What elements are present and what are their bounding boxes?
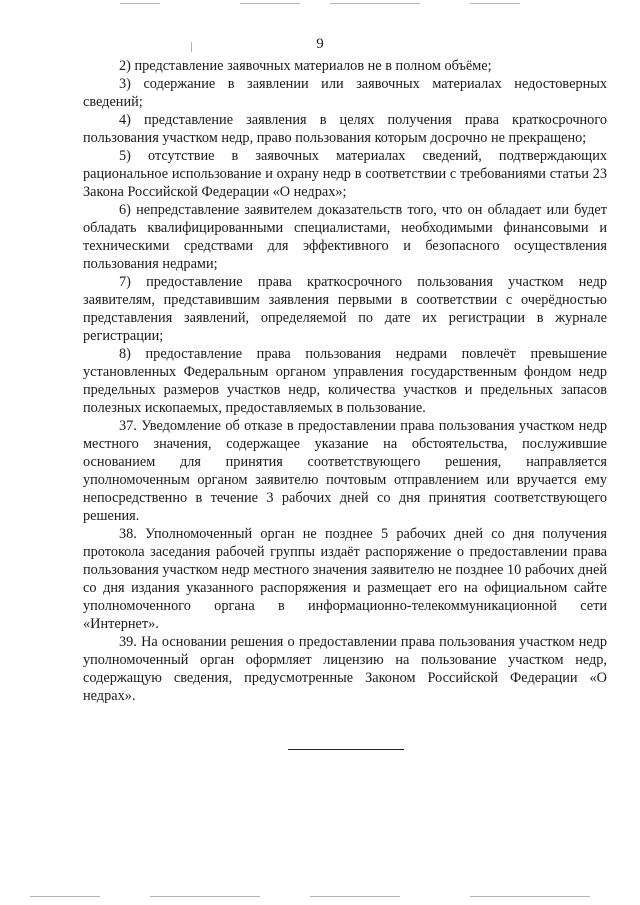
clause-39: 39. На основании решения о предоставлении права пользования участком недр уполномоченный орган оформляет лицензию на пользование участком недр, содержащую сведения, предусмотренные Законом Российской Федерации «О недрах». <box>83 634 607 704</box>
scan-artifact-top-2 <box>240 3 300 4</box>
clause-37: 37. Уведомление об отказе в предоставлении права пользования участком недр местного значения, содержащее указание на обстоятельства, послужившие основанием для принятия соответствующего решения, направляется уполномоченным органом заявителю почтовым отправлением или вручается ему непосредственно в течение 3 рабочих дней со дня принятия соответствующего решения. <box>83 418 607 524</box>
list-item-5: 5) отсутствие в заявочных материалах сведений, подтверждающих рациональное использование и охрану недр в соответствии с требованиями статьи 23 Закона Российской Федерации «О недрах»; <box>83 148 607 200</box>
scan-artifact-bottom-4 <box>470 896 590 897</box>
scan-artifact-bottom-3 <box>310 896 400 897</box>
list-item-7: 7) предоставление права краткосрочного пользования участком недр заявителям, представившим заявления первыми в соответствии с очерёдностью представления заявлений, определяемой по дате их регистрации в журнале регистрации; <box>83 274 607 344</box>
list-item-6: 6) непредставление заявителем доказательств того, что он обладает или будет обладать квалифицированными специалистами, необходимыми финансовыми и техническими средствами для эффективного и безопасного осуществления пользования недрами; <box>83 202 607 272</box>
list-item-8: 8) предоставление права пользования недрами повлечёт превышение установленных Федеральным органом управления государственным фондом недр предельных размеров участков недр, количества участков и предельных запасов полезных ископаемых, предоставляемых в пользование. <box>83 346 607 416</box>
clause-38: 38. Уполномоченный орган не позднее 5 рабочих дней со дня получения протокола заседания рабочей группы издаёт распоряжение о предоставлении права пользования участком недр местного значения заявителю не позднее 10 рабочих дней со дня издания указанного распоряжения и размещает его на официальном сайте уполномоченного органа в информационно-телекоммуникационной сети «Интернет». <box>83 526 607 632</box>
scan-artifact-top-1 <box>120 3 160 4</box>
page-number: 9 <box>316 36 324 52</box>
scan-artifact-bottom-1 <box>30 896 100 897</box>
scan-artifact-top-4 <box>470 3 520 4</box>
scan-artifact-top-3 <box>330 3 420 4</box>
scan-artifact-bottom-2 <box>150 896 260 897</box>
end-of-document-rule <box>288 749 404 750</box>
document-body <box>83 57 607 705</box>
list-item-3: 3) содержание в заявлении или заявочных материалах недостоверных сведений; <box>83 76 607 110</box>
list-item-2: 2) представление заявочных материалов не в полном объёме; <box>119 58 492 74</box>
list-item-4: 4) представление заявления в целях получения права краткосрочного пользования участком недр, право пользования которым досрочно не прекращено; <box>83 112 607 146</box>
